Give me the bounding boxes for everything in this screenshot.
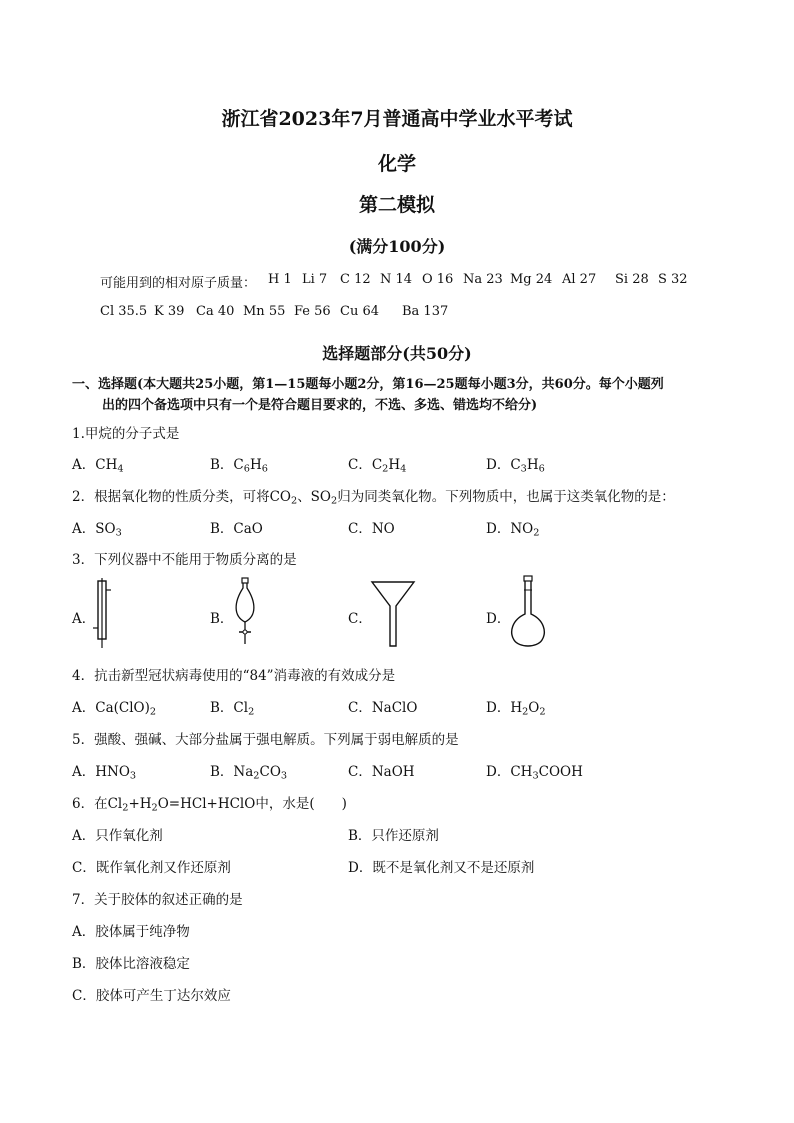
q4-option-d: D．$H_2O_2$ <box>486 700 546 718</box>
q6-option-a: A．只作氧化剂 <box>72 828 163 844</box>
q5-option-a: A．$HNO_3$ <box>72 764 137 782</box>
volumetric-flask-icon <box>508 576 548 650</box>
part-title: 选择题部分(共50分) <box>322 344 472 363</box>
section-instructions-line2: 出的四个备选项中只有一个是符合题目要求的，不选、多选、错选均不给分) <box>102 398 538 413</box>
atomic-mass-ba: Ba 137 <box>402 304 449 319</box>
atomic-mass-k: K 39 <box>154 304 185 319</box>
q2-option-a: A．$SO_3$ <box>72 521 122 539</box>
q7-option-a: A．胶体属于纯净物 <box>72 924 190 940</box>
q2-option-d: D．$NO_2$ <box>486 521 540 539</box>
q1-option-a: A．$CH_4$ <box>72 457 124 475</box>
q4-option-a: A．$Ca(ClO)_2$ <box>72 700 157 718</box>
atomic-mass-li: Li 7 <box>302 272 328 287</box>
atomic-mass-ca: Ca 40 <box>196 304 235 319</box>
atomic-mass-label: 可能用到的相对原子质量： <box>100 276 257 291</box>
section-instructions-line1: 一、选择题(本大题共25小题，第1—15题每小题2分，第16—25题每小题3分，共60分。每个小题列 <box>72 377 664 392</box>
atomic-mass-n: N 14 <box>380 272 413 287</box>
q2-option-b: B．CaO <box>210 521 263 537</box>
q3-option-b-label: B． <box>210 611 234 627</box>
q4-stem: 4．抗击新型冠状病毒使用的“84”消毒液的有效成分是 <box>72 668 396 684</box>
q5-option-b: B．$Na_2CO_3$ <box>210 764 288 782</box>
q4-option-c: C．NaClO <box>348 700 418 716</box>
atomic-mass-s: S 32 <box>658 272 688 287</box>
q3-option-c-label: C． <box>348 611 372 627</box>
atomic-mass-fe: Fe 56 <box>294 304 331 319</box>
q4-option-b: B．$Cl_2$ <box>210 700 255 718</box>
q1-option-c: C．$C_2H_4$ <box>348 457 407 475</box>
atomic-mass-al: Al 27 <box>562 272 597 287</box>
q6-stem: 6．在$Cl_2+H_2O=HCl+HClO$中，水是( ) <box>72 796 347 814</box>
exam-subject: 化学 <box>377 153 416 175</box>
condenser-icon <box>92 578 114 648</box>
q6-option-c: C．既作氧化剂又作还原剂 <box>72 860 231 876</box>
atomic-mass-cl: Cl 35.5 <box>100 304 148 319</box>
q1-option-b: B．$C_6H_6$ <box>210 457 268 475</box>
q2-option-c: C．NO <box>348 521 395 537</box>
q7-stem: 7．关于胶体的叙述正确的是 <box>72 892 243 908</box>
q7-option-b: B．胶体比溶液稳定 <box>72 956 190 972</box>
q6-option-b: B．只作还原剂 <box>348 828 439 844</box>
q5-option-d: D．$CH_3COOH$ <box>486 764 583 782</box>
atomic-mass-mn: Mn 55 <box>243 304 286 319</box>
atomic-mass-na: Na 23 <box>463 272 503 287</box>
q3-option-d-label: D． <box>486 611 511 627</box>
exam-subtitle: 第二模拟 <box>358 194 435 216</box>
q7-option-c: C．胶体可产生丁达尔效应 <box>72 988 231 1004</box>
exam-title: 浙江省2023年7月普通高中学业水平考试 <box>221 108 573 130</box>
q5-stem: 5．强酸、强碱、大部分盐属于强电解质。下列属于弱电解质的是 <box>72 732 459 748</box>
exam-score: (满分100分) <box>348 237 446 256</box>
atomic-mass-mg: Mg 24 <box>510 272 553 287</box>
q3-stem: 3．下列仪器中不能用于物质分离的是 <box>72 552 297 568</box>
q1-option-d: D．$C_3H_6$ <box>486 457 545 475</box>
q6-option-d: D．既不是氧化剂又不是还原剂 <box>348 860 535 876</box>
q5-option-c: C．NaOH <box>348 764 415 780</box>
q2-stem: 2．根据氧化物的性质分类，可将$CO_2$、$SO_2$归为同类氧化物。下列物质中，也属于这类氧化物的是： <box>72 489 675 507</box>
q3-option-a-label: A． <box>72 611 96 627</box>
atomic-mass-c: C 12 <box>340 272 371 287</box>
atomic-mass-cu: Cu 64 <box>340 304 379 319</box>
atomic-mass-si: Si 28 <box>615 272 649 287</box>
atomic-mass-h: H 1 <box>268 272 292 287</box>
atomic-mass-o: O 16 <box>422 272 454 287</box>
funnel-icon <box>370 580 416 650</box>
q1-stem: 1.甲烷的分子式是 <box>72 426 180 442</box>
separatory-funnel-icon <box>230 578 260 648</box>
